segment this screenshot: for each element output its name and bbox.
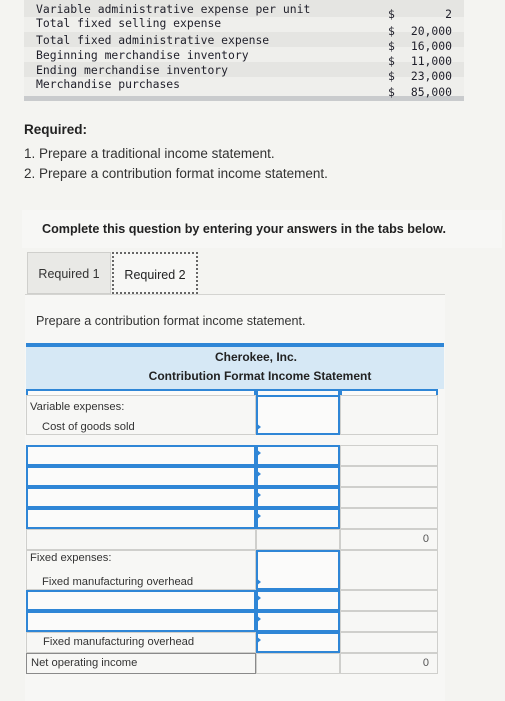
amount-input[interactable] — [256, 508, 340, 529]
label-cell — [26, 632, 256, 653]
given-value: $ 85,000 — [388, 85, 452, 99]
required-item-1: 1. Prepare a traditional income statement. — [24, 146, 275, 161]
amount-input[interactable] — [256, 611, 340, 632]
amount-cell — [340, 508, 438, 529]
amount-cell — [340, 611, 438, 632]
net-income-value: 0 — [422, 657, 429, 669]
statement-row — [26, 611, 444, 632]
given-label: Ending merchandise inventory — [36, 63, 229, 77]
variable-expenses-block — [26, 395, 444, 435]
statement-title: Contribution Format Income Statement — [148, 369, 372, 383]
given-label: Total fixed administrative expense — [36, 33, 270, 47]
subtotal-cell — [340, 529, 438, 550]
given-label: Total fixed selling expense — [36, 16, 222, 30]
dropdown-marker-icon[interactable] — [256, 615, 261, 623]
amount-cell — [340, 466, 438, 487]
given-label: Merchandise purchases — [36, 77, 181, 91]
given-label: Variable administrative expense per unit — [36, 2, 311, 16]
given-value: $ 11,000 — [388, 54, 452, 68]
given-data-table — [24, 0, 464, 101]
statement-row — [26, 590, 444, 611]
amount-input[interactable] — [256, 466, 340, 487]
label-cell — [26, 529, 256, 550]
given-value: $ 23,000 — [388, 69, 452, 83]
amount-cell — [340, 445, 438, 466]
statement-row — [26, 445, 444, 466]
dropdown-marker-icon[interactable] — [256, 594, 261, 602]
amount-input[interactable] — [256, 487, 340, 508]
amount-input[interactable] — [256, 590, 340, 611]
variable-expenses-label: Variable expenses: — [30, 401, 125, 413]
cogs-label: Cost of goods sold — [42, 421, 135, 433]
amount-cell — [256, 529, 340, 550]
dropdown-marker-icon[interactable] — [256, 470, 261, 478]
statement-row — [26, 653, 444, 674]
required-heading: Required: — [24, 122, 88, 137]
income-statement — [26, 343, 444, 673]
statement-row — [26, 487, 444, 508]
dropdown-marker-icon[interactable] — [256, 449, 261, 457]
tab-required-2[interactable]: Required 2 — [112, 252, 198, 294]
net-operating-income-label: Net operating income — [31, 657, 138, 669]
given-label: Beginning merchandise inventory — [36, 48, 249, 62]
amount-input[interactable] — [256, 550, 340, 590]
amount-cell — [340, 487, 438, 508]
amount-cell — [340, 395, 438, 435]
given-value: $ 2 — [388, 7, 452, 21]
statement-row — [26, 632, 444, 653]
instruction-banner: Complete this question by entering your answers in the tabs below. — [22, 210, 502, 248]
amount-cell — [340, 632, 438, 653]
label-input[interactable] — [26, 508, 256, 529]
statement-row — [26, 508, 444, 529]
given-value: $ 16,000 — [388, 39, 452, 53]
dropdown-marker-icon[interactable] — [256, 512, 261, 520]
amount-cell — [256, 653, 340, 674]
amount-cell — [340, 550, 438, 590]
dropdown-marker-icon[interactable] — [256, 491, 261, 499]
label-input[interactable] — [26, 487, 256, 508]
required-item-2: 2. Prepare a contribution format income statement. — [24, 166, 328, 181]
statement-row — [26, 529, 444, 550]
tab-required-1[interactable]: Required 1 — [27, 252, 111, 294]
company-name: Cherokee, Inc. — [214, 350, 298, 364]
label-input[interactable] — [26, 590, 256, 611]
fixed-expenses-block — [26, 550, 444, 590]
statement-row — [26, 466, 444, 487]
given-value: $ 20,000 — [388, 24, 452, 38]
amount-input[interactable] — [256, 445, 340, 466]
label-input[interactable] — [26, 466, 256, 487]
panel-prompt: Prepare a contribution format income statement. — [36, 314, 306, 328]
statement-header — [26, 343, 444, 389]
dropdown-marker-icon[interactable] — [256, 578, 261, 586]
amount-cell — [340, 590, 438, 611]
label-cell — [26, 653, 256, 674]
dropdown-marker-icon[interactable] — [256, 423, 261, 431]
label-input[interactable] — [26, 611, 256, 632]
amount-input[interactable] — [256, 395, 340, 435]
label-input[interactable] — [26, 445, 256, 466]
subtotal-value: 0 — [422, 533, 429, 545]
fixed-mfg-overhead-label: Fixed manufacturing overhead — [42, 576, 194, 588]
fixed-expenses-label: Fixed expenses: — [30, 552, 112, 564]
amount-input[interactable] — [256, 632, 340, 653]
net-income-cell — [340, 653, 438, 674]
dropdown-marker-icon[interactable] — [256, 636, 261, 644]
fixed-mfg-overhead-label: Fixed manufacturing overhead — [43, 636, 195, 648]
